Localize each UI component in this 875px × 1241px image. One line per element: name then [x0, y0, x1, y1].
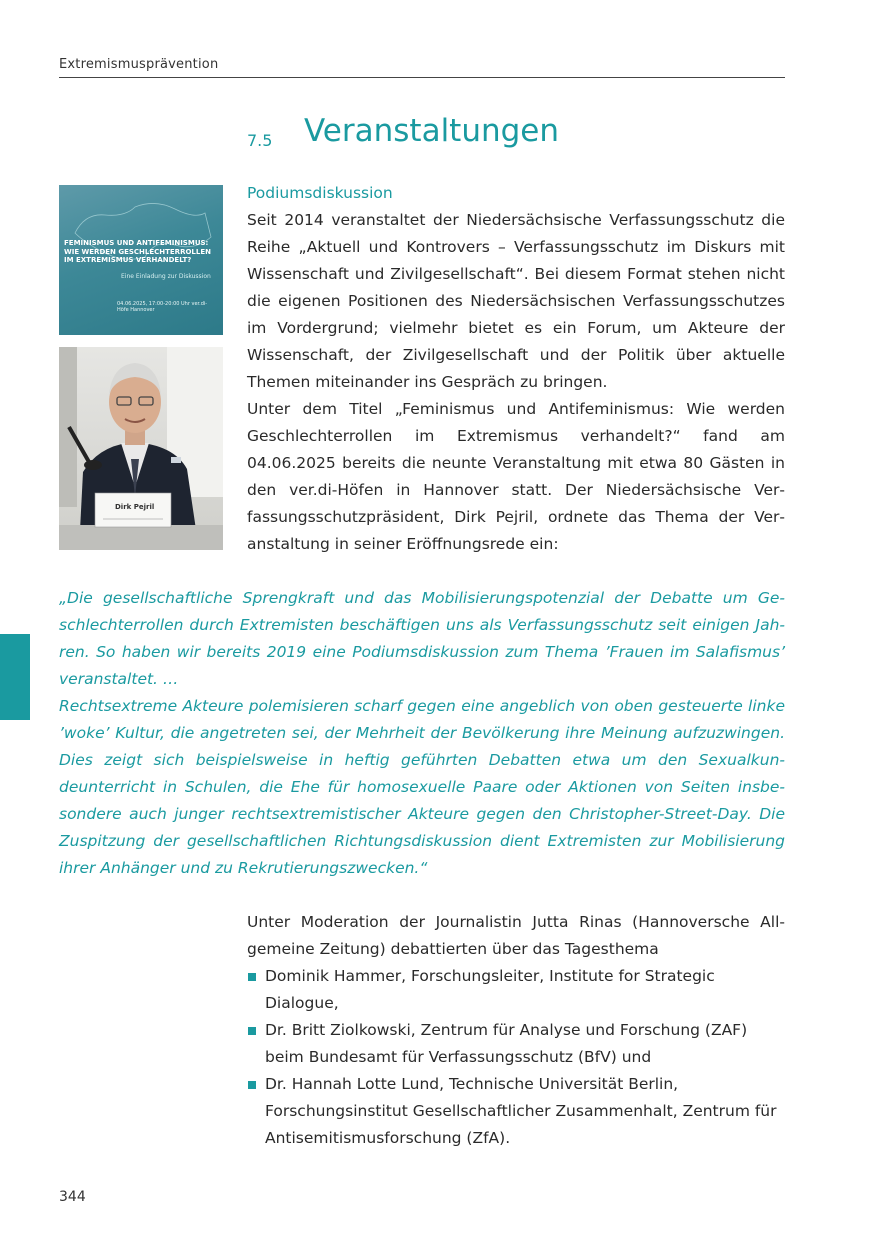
intro-paragraph: Seit 2014 veranstaltet der Niedersächsische Verfassungsschutz die Reihe „Aktuell und Kontrovers – Verfassungsschutz im Diskurs mit Wissenschaft und Zivilgesellschaft“. Bei diesem Format stehen nicht die eigenen Positionen des Niedersächsischen Verfassungsschutzes im Vordergrund; vielmehr bietet es ein Forum, um Akteure der Wissenschaft, der Zivilgesellschaft und der Politik über aktuelle Themen miteinander ins Gespräch zu bringen. — [247, 211, 785, 391]
chapter-side-tab — [0, 634, 30, 720]
poster-subtitle: Eine Einladung zur Diskussion — [121, 273, 211, 280]
event-paragraph: Unter dem Titel „Feminismus und Antifeminismus: Wie werden Geschlechterrollen im Extremismus verhandelt?“ fand am 04.06.2025 bereits die neunte Veranstaltung mit etwa 80 Gästen in den ver.di-Höfen in Hannover statt. Der Niedersächsische Verfassungsschutzpräsident, Dirk Pejril, ordnete das Thema der Veranstaltung in seiner Eröffnungsrede ein: — [247, 400, 785, 553]
running-header: Extremismusprävention — [59, 57, 785, 78]
opening-speech-quote — [59, 585, 785, 882]
bullet-square-icon — [248, 1027, 256, 1035]
bullet-square-icon — [248, 973, 256, 981]
quote-paragraph-2: Rechtsextreme Akteure polemisieren scharf gegen eine angeblich von oben gesteuerte linke ’woke’ Kultur, die angetreten sei, der Mehrheit der Bevölkerung ihre Meinung aufzuzwingen. Dies zeigt sich beispielsweise in heftig geführten Debatten etwa um den Sexualkundeunterricht in Schulen, die Ehe für homosexuelle Paare oder Aktionen von Seiten insbesondere auch junger rechtsextremistischer Akteure gegen den Christopher-Street-Day. Die Zuspitzung der gesellschaftlichen Richtungsdiskussion dient Extremisten zur Mobilisierung ihrer Anhänger und zu Rekrutierungszwecken.“ — [59, 697, 785, 877]
page-number: 344 — [59, 1189, 86, 1205]
intro-text-block — [247, 180, 785, 558]
quote-paragraph-1: „Die gesellschaftliche Sprengkraft und das Mobilisierungspotenzial der Debatte um Geschlechterrollen durch Extremisten beschäftigen uns als Verfassungsschutz seit einigen Jahren. So haben wir bereits 2019 eine Podiumsdiskussion zum Thema ’Frauen im Salafismus’ veranstaltet. … — [59, 589, 785, 688]
list-item: Dominik Hammer, Forschungsleiter, Institute for Strategic Dialogue, — [247, 963, 785, 1017]
panelist-list — [247, 963, 785, 1152]
section-number: 7.5 — [247, 131, 273, 150]
subheading-podiumsdiskussion: Podiumsdiskussion — [247, 184, 393, 202]
poster-date: 04.06.2025, 17:00-20:00 Uhr ver.di-Höfe Hannover — [117, 301, 208, 313]
nameplate-text: Dirk Pejril — [115, 503, 155, 511]
event-poster-image — [59, 185, 223, 335]
speaker-illustration — [59, 347, 223, 550]
moderation-block — [247, 909, 785, 1152]
speaker-photo — [59, 347, 223, 550]
bullet-square-icon — [248, 1081, 256, 1089]
list-item: Dr. Britt Ziolkowski, Zentrum für Analyse und Forschung (ZAF) beim Bundesamt für Verfassungsschutz (BfV) und — [247, 1017, 785, 1071]
moderation-intro: Unter Moderation der Journalistin Jutta Rinas (Hannoversche Allgemeine Zeitung) debattierten über das Tagesthema — [247, 913, 785, 958]
poster-title: FEMINISMUS UND ANTIFEMINISMUS: WIE WERDEN GESCHLECHTERROLLEN IM EXTREMISMUS VERHANDELT? — [64, 239, 211, 264]
list-item: Dr. Hannah Lotte Lund, Technische Universität Berlin, Forschungsinstitut Gesellschaftlicher Zusammenhalt, Zentrum für Antisemitismusforschung (ZfA). — [247, 1071, 785, 1152]
section-title: Veranstaltungen — [304, 113, 560, 149]
